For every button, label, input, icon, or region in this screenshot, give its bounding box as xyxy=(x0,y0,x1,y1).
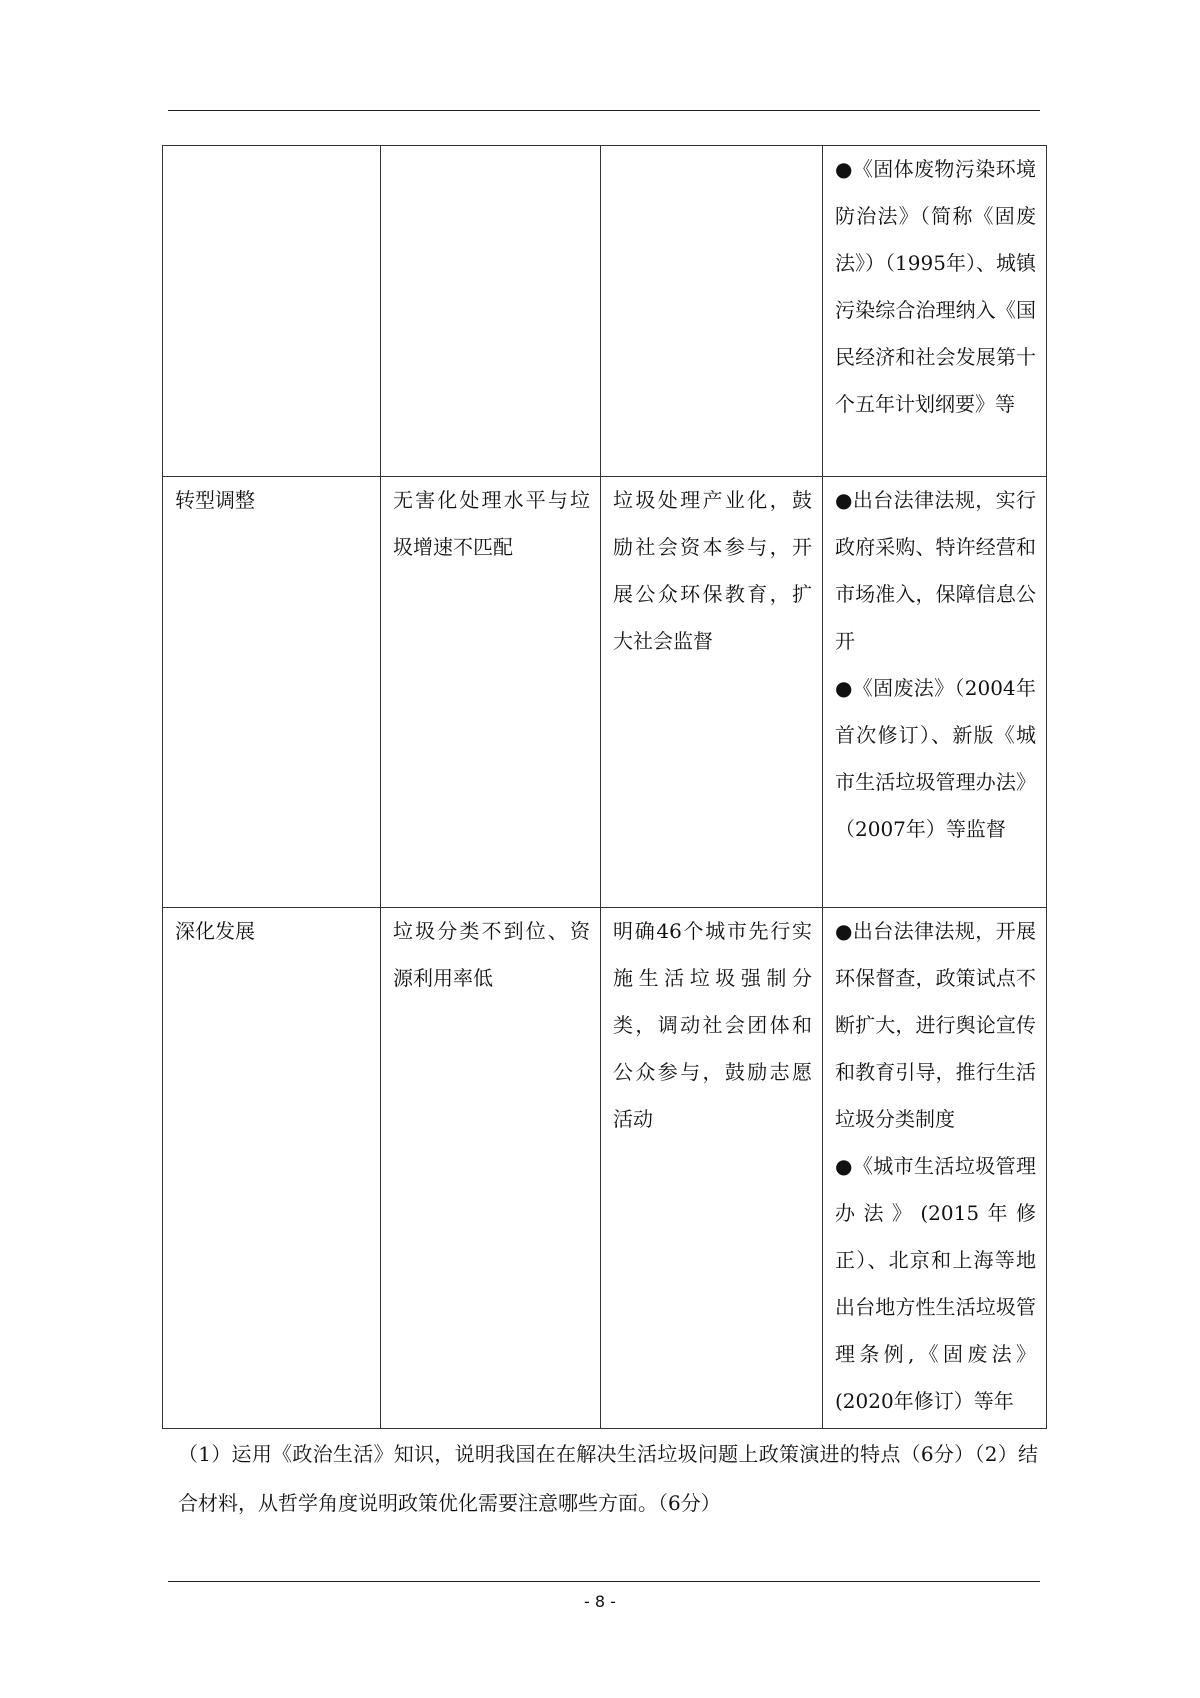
table-row xyxy=(163,146,1047,477)
laws-item: ●出台法律法规，实行政府采购、特许经营和市场准入，保障信息公开 xyxy=(835,488,1036,653)
header-rule xyxy=(168,110,1040,111)
page-number: - 8 - xyxy=(584,1592,616,1611)
laws-cell xyxy=(823,146,1047,477)
laws-cell xyxy=(823,477,1047,908)
table-row xyxy=(163,477,1047,908)
policy-table xyxy=(162,145,1047,1429)
laws-item: ●出台法律法规，开展环保督查，政策试点不断扩大，进行舆论宣传和教育引导，推行生活垃圾分类制度 xyxy=(835,919,1036,1131)
problem-cell: 垃圾分类不到位、资源利用率低 xyxy=(381,908,601,1429)
laws-item: ●《固体废物污染环境防治法》（简称《固废法》）（1995年）、城镇污染综合治理纳入《国民经济和社会发展第十个五年计划纲要》等 xyxy=(835,157,1036,416)
stage-cell xyxy=(163,146,381,477)
stage-cell: 转型调整 xyxy=(163,477,381,908)
laws-item: ●《固废法》（2004年首次修订）、新版《城市生活垃圾管理办法》（2007年）等监督 xyxy=(835,676,1036,841)
footer-rule xyxy=(168,1581,1040,1582)
problem-cell xyxy=(381,146,601,477)
question-2: （2）结合材料，从哲学角度说明政策优化需要注意哪些方面。（6分） xyxy=(178,1442,1038,1515)
table-row xyxy=(163,908,1047,1429)
measures-cell xyxy=(601,146,823,477)
stage-cell: 深化发展 xyxy=(163,908,381,1429)
laws-item: ●《城市生活垃圾管理办法》(2015年修正）、北京和上海等地出台地方性生活垃圾管理条例,《固废法》(2020年修订）等年 xyxy=(835,1154,1036,1413)
measures-cell: 垃圾处理产业化，鼓励社会资本参与，开展公众环保教育，扩大社会监督 xyxy=(601,477,823,908)
question-1: （1）运用《政治生活》知识，说明我国在在解决生活垃圾问题上政策演进的特点（6分） xyxy=(178,1442,975,1466)
problem-cell: 无害化处理水平与垃圾增速不匹配 xyxy=(381,477,601,908)
measures-cell: 明确46个城市先行实施生活垃圾强制分类，调动社会团体和公众参与，鼓励志愿活动 xyxy=(601,908,823,1429)
laws-cell xyxy=(823,908,1047,1429)
question-text xyxy=(178,1430,1038,1528)
